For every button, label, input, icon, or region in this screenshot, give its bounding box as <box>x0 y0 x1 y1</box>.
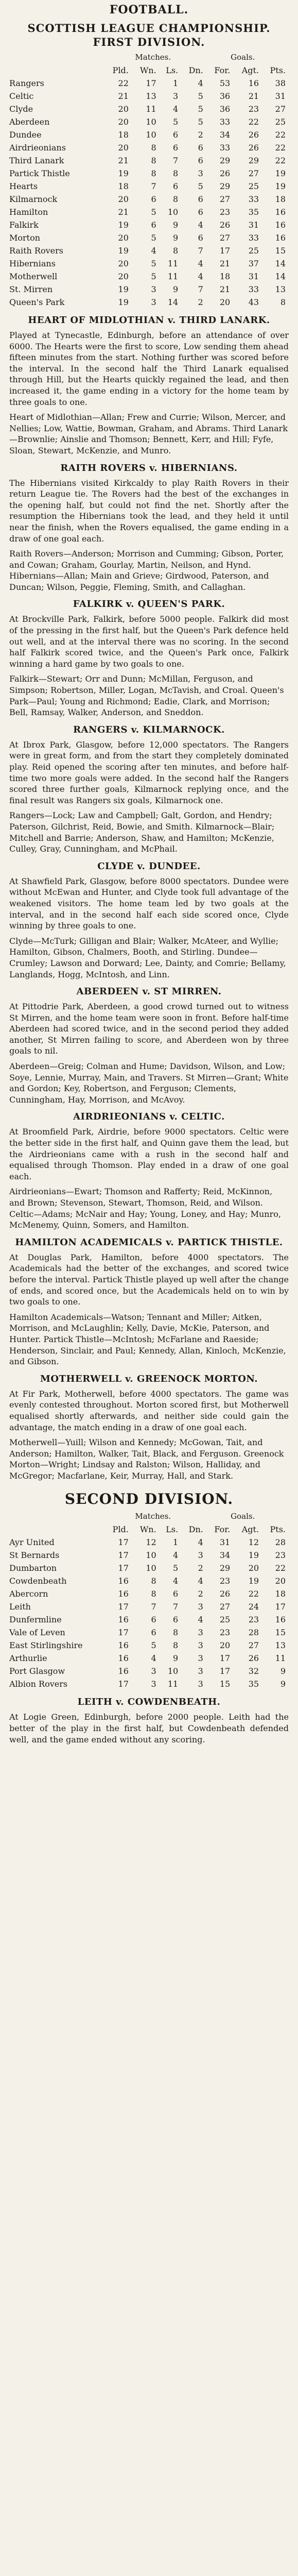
league-row <box>9 270 289 283</box>
stat-cell: 9 <box>280 1666 286 1676</box>
stat-cell: 21 <box>248 91 259 101</box>
league-row <box>9 1574 289 1587</box>
stat-cell: 53 <box>219 78 231 88</box>
stat-cell: 17 <box>275 1602 286 1612</box>
team-name: Rangers <box>9 78 44 88</box>
stat-cell: 26 <box>219 220 231 230</box>
stat-cell: 31 <box>248 272 259 281</box>
second-division-title: SECOND DIVISION. <box>64 1490 234 1508</box>
stat-cell: 8 <box>151 1589 156 1599</box>
stat-cell: 6 <box>151 1615 156 1625</box>
team-name: Raith Rovers <box>9 246 63 256</box>
team-name: St Bernards <box>9 1550 60 1561</box>
stat-cell: 22 <box>248 1589 259 1599</box>
stat-cell: 26 <box>248 1653 259 1664</box>
stat-cell: 3 <box>198 1602 203 1612</box>
stat-cell: 31 <box>219 1537 231 1548</box>
stat-cell: 4 <box>151 246 156 256</box>
stat-cell: 29 <box>219 1563 231 1573</box>
team-name: Abercorn <box>9 1589 48 1599</box>
stat-cell: 16 <box>275 233 286 243</box>
league-row <box>9 128 289 141</box>
stat-cell: 26 <box>219 168 231 178</box>
stat-cell: 9 <box>173 220 179 230</box>
team-name: Aberdeen <box>9 117 50 127</box>
stat-cell: 8 <box>173 246 179 256</box>
stat-cell: 28 <box>248 1628 259 1638</box>
league-row <box>9 77 289 90</box>
team-name: Airdrieonians <box>9 143 66 152</box>
stat-cell: 3 <box>198 1653 203 1664</box>
stat-cell: 27 <box>219 1602 231 1612</box>
stat-cell: 23 <box>219 1628 231 1638</box>
stat-cell: 21 <box>118 156 129 165</box>
stat-cell: 23 <box>219 207 231 217</box>
stat-cell: 23 <box>275 1550 286 1561</box>
first-division-table: Pld. Wn. Ls. Dn. For. Agt. Pts. Rangers 22 17 1 4 53 16 38 Celtic 21 13 3 5 36 21 31 Clyde 20 11 4 5 36 23 27 Aberdeen 20 10 5 5 33 22 25 Dundee 18 10 6 2 34 26 22 Airdrieonians 20 8 6 6 33 26 22 Third Lanark 21 8 7 6 29 29 22 Partick Thistle 19 8 8 3 26 27 19 Hearts 18 7 6 5 29 25 19 Kilmarnock 20 6 8 6 27 33 18 Hamilton 21 5 10 6 23 35 16 Falkirk 19 6 9 4 26 31 16 Morton 20 5 9 6 27 33 16 Raith Rovers 19 4 8 7 17 25 15 Hibernians 20 5 11 4 21 37 14 Motherwell 20 5 11 4 18 31 14 St. Mirren 19 3 9 7 21 33 13 Queen's Park 19 3 14 2 20 43 8 <box>9 64 289 309</box>
stat-cell: 16 <box>275 207 286 217</box>
competition-title: SCOTTISH LEAGUE CHAMPIONSHIP. <box>27 22 271 35</box>
stat-cell: 22 <box>118 78 129 88</box>
stat-cell: 22 <box>275 156 286 165</box>
stat-cell: 2 <box>198 1563 203 1573</box>
stat-cell: 25 <box>248 181 259 191</box>
stat-cell: 23 <box>248 104 259 114</box>
stat-cell: 23 <box>248 1615 259 1625</box>
stat-cell: 8 <box>173 194 179 204</box>
stat-cell: 33 <box>219 143 231 152</box>
stat-cell: 5 <box>151 1640 156 1651</box>
team-name: Albion Rovers <box>9 1679 68 1689</box>
league-row <box>9 1626 289 1639</box>
stat-cell: 18 <box>219 272 231 281</box>
stat-cell: 34 <box>219 1550 231 1561</box>
stat-cell: 6 <box>173 1589 179 1599</box>
league-row <box>9 296 289 309</box>
stat-cell: 4 <box>198 78 203 88</box>
stat-cell: 17 <box>118 1537 129 1548</box>
stat-cell: 16 <box>118 1666 129 1676</box>
team-name: Vale of Leven <box>9 1628 65 1638</box>
stat-cell: 32 <box>248 1666 259 1676</box>
stat-cell: 22 <box>275 143 286 152</box>
stat-cell: 6 <box>151 220 156 230</box>
stat-cell: 19 <box>275 181 286 191</box>
stat-cell: 9 <box>173 1653 179 1664</box>
league-row <box>9 1652 289 1665</box>
league-row <box>9 167 289 180</box>
league-row <box>9 1613 289 1626</box>
stat-cell: 14 <box>275 272 286 281</box>
stat-cell: 17 <box>219 246 231 256</box>
team-name: Third Lanark <box>9 156 64 165</box>
stat-cell: 5 <box>198 181 203 191</box>
stat-cell: 31 <box>248 220 259 230</box>
stat-cell: 26 <box>248 130 259 140</box>
stat-cell: 10 <box>146 117 156 127</box>
stat-cell: 18 <box>275 194 286 204</box>
report-falkirk-queens-park: FALKIRK v. QUEEN'S PARK. At Brockville Park, Falkirk, before 5000 people. Falkirk did most of the pressing in the first half, but the Queen's Park defence held out well, and at the interval there was no scoring. In the second half Falkirk scored twice, and the Queen's Park once, Falkirk winning a hard game by two goals to one. Falkirk—Stewart; Orr and Dunn; McMillan, Ferguson, and Simpson; Robertson, Miller, Logan, McTavish, and Croal. Queen's Park—Paul; Young and Richmond; Eadie, Clark, and Morrison; Bell, Ramsay, Walker, Anderson, and Sneddon. <box>9 599 289 718</box>
stat-cell: 12 <box>146 1537 156 1548</box>
league-row <box>9 206 289 218</box>
stat-cell: 27 <box>248 1640 259 1651</box>
stat-cell: 5 <box>151 233 156 243</box>
stat-cell: 2 <box>198 1589 203 1599</box>
stat-cell: 29 <box>248 156 259 165</box>
stat-cell: 1 <box>173 1537 179 1548</box>
stat-cell: 12 <box>248 1537 259 1548</box>
team-name: Hibernians <box>9 259 56 268</box>
league-row <box>9 244 289 257</box>
report-leith-cowdenbeath: LEITH v. COWDENBEATH. At Logie Green, Edinburgh, before 2000 people. Leith had the better of the play in the first half, but Cowdenbeath defended well, and the game ended without any scoring. <box>9 1697 289 1744</box>
team-name: East Stirlingshire <box>9 1640 83 1651</box>
stat-cell: 17 <box>146 78 156 88</box>
stat-cell: 7 <box>173 156 179 165</box>
league-row <box>9 141 289 154</box>
stat-cell: 31 <box>275 91 286 101</box>
stat-cell: 6 <box>198 194 203 204</box>
stat-cell: 4 <box>173 1576 179 1586</box>
goals-heading: Goals. <box>231 53 255 62</box>
stat-cell: 4 <box>198 259 203 268</box>
stat-cell: 33 <box>248 284 259 294</box>
stat-cell: 16 <box>248 78 259 88</box>
stat-cell: 6 <box>173 130 179 140</box>
report-raith-hibernians: RAITH ROVERS v. HIBERNIANS. The Hibernians visited Kirkcaldy to play Raith Rovers in their return League tie. The Rovers had the best of the exchanges in the opening half, but could not find the net. Shortly after the resumption the Hibernians took the lead, and they held it until near the finish, when the Rovers equalised, the game ending in a draw of one goal each. Raith Rovers—Anderson; Morrison and Cumming; Gibson, Porter, and Cowan; Graham, Gourlay, Martin, Neilson, and Hynd. Hibernians—Allan; Main and Grieve; Girdwood, Paterson, and Duncan; Wilson, Peggie, Fleming, Smith, and Callaghan. <box>9 462 289 592</box>
report-hearts-third-lanark: HEART OF MIDLOTHIAN v. THIRD LANARK. Played at Tynecastle, Edinburgh, before an attendance of over 6000. The Hearts were the first to score, Low sending them ahead fifteen minutes from the start. Nothing further was scored before the interval. In the second half the Third Lanark equalised through Hill, but the Hearts quickly regained the lead, and then increased it, the game ending in a victory for the home team by three goals to one. Heart of Midlothian—Allan; Frew and Currie; Wilson, Mercer, and Nellies; Low, Wattie, Bowman, Graham, and Abrams. Third Lanark—Brownlie; Ainslie and Thomson; Bennett, Kerr, and Hill; Fyfe, Sloan, Stewart, McKenzie, and Munro. <box>9 315 289 455</box>
team-name: Partick Thistle <box>9 168 70 178</box>
stat-cell: 7 <box>198 246 203 256</box>
stat-cell: 25 <box>219 1615 231 1625</box>
stat-cell: 7 <box>173 1602 179 1612</box>
stat-cell: 19 <box>248 1550 259 1561</box>
league-row <box>9 90 289 103</box>
masthead: FOOTBALL. <box>109 3 189 16</box>
league-row <box>9 1549 289 1562</box>
team-name: Queen's Park <box>9 297 65 307</box>
league-row <box>9 103 289 115</box>
stat-cell: 20 <box>118 104 129 114</box>
team-name: Cowdenbeath <box>9 1576 67 1586</box>
report-aberdeen-st-mirren: ABERDEEN v. ST MIRREN. At Pittodrie Park, Aberdeen, a good crowd turned out to witness St Mirren, and the home team were soon in front. Before half-time Aberdeen had scored twice, and in the second period they added another, St Mirren failing to score, and Aberdeen won by three goals to nil. Aberdeen—Greig; Colman and Hume; Davidson, Wilson, and Low; Soye, Lennie, Murray, Main, and Travers. St Mirren—Grant; White and Gordon; Key, Robertson, and Ferguson; Clements, Cunningham, Hay, Morrison, and McAvoy. <box>9 986 289 1105</box>
stat-cell: 35 <box>248 207 259 217</box>
stat-cell: 28 <box>275 1537 286 1548</box>
stat-cell: 7 <box>198 284 203 294</box>
stat-cell: 26 <box>219 1589 231 1599</box>
stat-cell: 22 <box>248 117 259 127</box>
stat-cell: 17 <box>118 1628 129 1638</box>
stat-cell: 25 <box>275 117 286 127</box>
stat-cell: 17 <box>118 1550 129 1561</box>
stat-cell: 3 <box>198 168 203 178</box>
report-motherwell-morton: MOTHERWELL v. GREENOCK MORTON. At Fir Park, Motherwell, before 4000 spectators. The game was evenly contested throughout. Morton scored first, but Motherwell equalised shortly afterwards, and neither side could gain the advantage, the match ending in a draw of one goal each. Motherwell—Yuill; Wilson and Kennedy; McGowan, Tait, and Anderson; Hamilton, Walker, Tait, Black, and Ferguson. Greenock Morton—Wright; Lindsay and Ralston; Wilson, Halliday, and McGregor; Macfarlane, Keir, Murray, Hall, and Stark. <box>9 1373 289 1481</box>
stat-cell: 3 <box>151 297 156 307</box>
stat-cell: 6 <box>198 156 203 165</box>
stat-cell: 16 <box>275 1615 286 1625</box>
stat-cell: 3 <box>198 1679 203 1689</box>
stat-cell: 19 <box>118 284 129 294</box>
stat-cell: 6 <box>173 143 179 152</box>
stat-cell: 6 <box>173 181 179 191</box>
stat-cell: 11 <box>146 104 156 114</box>
stat-cell: 20 <box>219 1640 231 1651</box>
stat-cell: 8 <box>280 297 286 307</box>
stat-cell: 3 <box>198 1628 203 1638</box>
stat-cell: 2 <box>198 130 203 140</box>
league-row <box>9 1665 289 1677</box>
stat-cell: 8 <box>173 1628 179 1638</box>
stat-cell: 6 <box>151 194 156 204</box>
report-clyde-dundee: CLYDE v. DUNDEE. At Shawfield Park, Glasgow, before 8000 spectators. Dundee were without McEwan and Hunter, and Clyde took full advantage of the weakened visitors. The home team led by two goals at the interval, and in the second half each side scored once, Clyde winning by three goals to one. Clyde—McTurk; Gilligan and Blair; Walker, McAteer, and Wyllie; Hamilton, Gibson, Chalmers, Booth, and Stirling. Dundee—Crumley; Lawson and Dorward; Lee, Dainty, and Comrie; Bellamy, Langlands, Hogg, McIntosh, and Linn. <box>9 860 289 979</box>
stat-cell: 36 <box>219 91 231 101</box>
stat-cell: 21 <box>118 207 129 217</box>
stat-cell: 20 <box>118 233 129 243</box>
stat-cell: 4 <box>151 1653 156 1664</box>
league-row <box>9 1600 289 1613</box>
stat-cell: 14 <box>167 297 179 307</box>
stat-cell: 27 <box>219 194 231 204</box>
stat-cell: 13 <box>275 284 286 294</box>
stat-cell: 16 <box>118 1589 129 1599</box>
stat-cell: 16 <box>118 1640 129 1651</box>
stat-cell: 33 <box>248 194 259 204</box>
stat-cell: 5 <box>151 272 156 281</box>
stat-cell: 3 <box>151 284 156 294</box>
stat-cell: 27 <box>275 104 286 114</box>
stat-cell: 5 <box>151 207 156 217</box>
stat-cell: 43 <box>248 297 259 307</box>
report-rangers-kilmarnock: RANGERS v. KILMARNOCK. At Ibrox Park, Glasgow, before 12,000 spectators. The Rangers were in great form, and from the start they completely dominated play. Reid opened the scoring after ten minutes, and before half-time two more goals were added. In the second half the Rangers scored three further goals, Kilmarnock replying once, and the final result was Rangers six goals, Kilmarnock one. Rangers—Lock; Law and Campbell; Galt, Gordon, and Hendry; Paterson, Gilchrist, Reid, Bowie, and Smith. Kilmarnock—Blair; Mitchell and Barrie; Anderson, Shaw, and Hamilton; McKenzie, Culley, Gray, Cunningham, and McPhail. <box>9 724 289 854</box>
stat-cell: 6 <box>198 207 203 217</box>
stat-cell: 6 <box>151 1628 156 1638</box>
stat-cell: 3 <box>173 91 179 101</box>
stat-cell: 18 <box>118 181 129 191</box>
stat-cell: 38 <box>275 78 286 88</box>
team-name: Hamilton <box>9 207 48 217</box>
second-division-table-header: Matches. Goals. <box>135 1512 255 1521</box>
stat-cell: 8 <box>173 1640 179 1651</box>
stat-cell: 4 <box>198 220 203 230</box>
team-name: Motherwell <box>9 272 58 281</box>
stat-cell: 9 <box>173 233 179 243</box>
stat-cell: 1 <box>173 78 179 88</box>
stat-cell: 3 <box>198 1666 203 1676</box>
stat-cell: 5 <box>151 259 156 268</box>
stat-cell: 22 <box>275 1563 286 1573</box>
stat-cell: 20 <box>275 1576 286 1586</box>
league-row <box>9 283 289 296</box>
stat-cell: 19 <box>275 168 286 178</box>
team-name: Leith <box>9 1602 31 1612</box>
stat-cell: 11 <box>167 259 179 268</box>
stat-cell: 8 <box>151 168 156 178</box>
team-name: Dumbarton <box>9 1563 57 1573</box>
stat-cell: 24 <box>248 1602 259 1612</box>
stat-cell: 16 <box>118 1615 129 1625</box>
stat-cell: 9 <box>173 284 179 294</box>
stat-cell: 20 <box>118 259 129 268</box>
stat-cell: 15 <box>219 1679 231 1689</box>
stat-cell: 5 <box>173 1563 179 1573</box>
stat-cell: 19 <box>118 220 129 230</box>
stat-cell: 4 <box>198 272 203 281</box>
stat-cell: 11 <box>167 1679 179 1689</box>
stat-cell: 20 <box>118 194 129 204</box>
stat-cell: 3 <box>151 1666 156 1676</box>
stat-cell: 33 <box>219 117 231 127</box>
league-row <box>9 115 289 128</box>
team-name: Dunfermline <box>9 1615 62 1625</box>
league-row <box>9 1677 289 1690</box>
stat-cell: 8 <box>151 143 156 152</box>
stat-cell: 34 <box>219 130 231 140</box>
stat-cell: 6 <box>198 143 203 152</box>
stat-cell: 4 <box>198 1576 203 1586</box>
stat-cell: 16 <box>118 1576 129 1586</box>
stat-cell: 5 <box>198 104 203 114</box>
stat-cell: 14 <box>275 259 286 268</box>
stat-cell: 17 <box>118 1602 129 1612</box>
stat-cell: 20 <box>219 297 231 307</box>
team-name: Dundee <box>9 130 42 140</box>
report-airdrieonians-celtic: AIRDRIEONIANS v. CELTIC. At Broomfield Park, Airdrie, before 9000 spectators. Celtic were the better side in the first half, and Quinn gave them the lead, but the Airdrieonians came with a rush in the second half and equalised through Thomson. Play ended in a draw of one goal each. Airdrieonians—Ewart; Thomson and Rafferty; Reid, McKinnon, and Brown; Stevenson, Stewart, Thomson, Reid, and Wilson. Celtic—Adams; McNair and Hay; Young, Loney, and Hay; Munro, McMenemy, Quinn, Somers, and Hamilton. <box>9 1111 289 1230</box>
team-name: St. Mirren <box>9 284 53 294</box>
stat-cell: 10 <box>167 207 179 217</box>
stat-cell: 19 <box>248 1576 259 1586</box>
stat-cell: 20 <box>248 1563 259 1573</box>
stat-cell: 37 <box>248 259 259 268</box>
stat-cell: 7 <box>151 1602 156 1612</box>
stat-cell: 2 <box>198 297 203 307</box>
stat-cell: 4 <box>198 1615 203 1625</box>
stat-cell: 21 <box>118 91 129 101</box>
league-row <box>9 1562 289 1574</box>
stat-cell: 15 <box>275 1628 286 1638</box>
stat-cell: 7 <box>151 181 156 191</box>
stat-cell: 20 <box>118 143 129 152</box>
stat-cell: 21 <box>219 259 231 268</box>
stat-cell: 22 <box>275 130 286 140</box>
stat-cell: 11 <box>275 1653 286 1664</box>
stat-cell: 17 <box>118 1679 129 1689</box>
stat-cell: 27 <box>248 168 259 178</box>
stat-cell: 10 <box>146 1550 156 1561</box>
second-division-table: Pld. Wn. Ls. Dn. For. Agt. Pts. Ayr United 17 12 1 4 31 12 28 St Bernards 17 10 4 3 34 19 23 Dumbarton 17 10 5 2 29 20 22 Cowdenbeath 16 8 4 4 23 19 20 Abercorn 16 8 6 2 26 22 18 Leith 17 7 7 3 27 24 17 Dunfermline 16 6 6 4 25 23 16 Vale of Leven 17 6 8 3 23 28 15 East Stirlingshire 16 5 8 3 20 27 13 Arthurlie 16 4 9 3 17 26 11 Port Glasgow 16 3 10 3 17 32 9 Albion Rovers 17 3 11 3 15 35 9 <box>9 1523 289 1690</box>
stat-cell: 33 <box>248 233 259 243</box>
stat-cell: 13 <box>146 91 156 101</box>
team-name: Morton <box>9 233 41 243</box>
team-name: Port Glasgow <box>9 1666 65 1676</box>
team-name: Falkirk <box>9 220 39 230</box>
stat-cell: 23 <box>219 1576 231 1586</box>
stat-cell: 8 <box>151 1576 156 1586</box>
stat-cell: 29 <box>219 181 231 191</box>
stat-cell: 17 <box>118 1563 129 1573</box>
league-row <box>9 218 289 231</box>
league-row <box>9 1587 289 1600</box>
stat-cell: 21 <box>219 284 231 294</box>
stat-cell: 4 <box>173 1550 179 1561</box>
league-row <box>9 180 289 193</box>
stat-cell: 20 <box>118 272 129 281</box>
stat-cell: 10 <box>146 130 156 140</box>
stat-cell: 6 <box>173 1615 179 1625</box>
team-name: Hearts <box>9 181 38 191</box>
stat-cell: 20 <box>118 117 129 127</box>
stat-cell: 17 <box>219 1653 231 1664</box>
stat-cell: 3 <box>198 1640 203 1651</box>
stat-cell: 35 <box>248 1679 259 1689</box>
report-hamilton-partick: HAMILTON ACADEMICALS v. PARTICK THISTLE. At Douglas Park, Hamilton, before 4000 spectators. The Academicals had the better of the exchanges, and scored twice before the interval. Partick Thistle played up well after the change of ends, and scored once, but the Academicals held on to win by two goals to one. Hamilton Academicals—Watson; Tennant and Miller; Aitken, Morrison, and McLaughlin; Kelly, Davie, McKie, Paterson, and Hunter. Partick Thistle—McIntosh; McFarlane and Raeside; Henderson, Sinclair, and Paul; Kennedy, Allan, Kinloch, McKenzie, and Gibson. <box>9 1236 289 1367</box>
stat-cell: 29 <box>219 156 231 165</box>
stat-cell: 8 <box>173 168 179 178</box>
stat-cell: 9 <box>280 1679 286 1689</box>
stat-cell: 27 <box>219 233 231 243</box>
stat-cell: 4 <box>198 1537 203 1548</box>
team-name: Ayr United <box>9 1537 55 1548</box>
team-name: Arthurlie <box>9 1653 47 1664</box>
stat-cell: 6 <box>198 233 203 243</box>
stat-cell: 25 <box>248 246 259 256</box>
stat-cell: 16 <box>118 1653 129 1664</box>
stat-cell: 19 <box>118 297 129 307</box>
division-title: FIRST DIVISION. <box>93 36 205 48</box>
team-name: Kilmarnock <box>9 194 58 204</box>
stat-cell: 16 <box>275 220 286 230</box>
stat-cell: 5 <box>198 91 203 101</box>
stat-cell: 3 <box>198 1550 203 1561</box>
stat-cell: 8 <box>151 156 156 165</box>
stat-cell: 10 <box>167 1666 179 1676</box>
stat-cell: 5 <box>173 117 179 127</box>
league-row <box>9 231 289 244</box>
stat-cell: 18 <box>275 1589 286 1599</box>
stat-cell: 13 <box>275 1640 286 1651</box>
stat-cell: 11 <box>167 272 179 281</box>
stat-cell: 17 <box>219 1666 231 1676</box>
team-name: Celtic <box>9 91 34 101</box>
stat-cell: 10 <box>146 1563 156 1573</box>
matches-heading: Matches. <box>135 53 171 62</box>
league-row <box>9 193 289 206</box>
stat-cell: 3 <box>151 1679 156 1689</box>
stat-cell: 19 <box>118 168 129 178</box>
league-row <box>9 1639 289 1652</box>
league-row <box>9 154 289 167</box>
team-name: Clyde <box>9 104 33 114</box>
league-table-header <box>10 53 288 62</box>
stat-cell: 18 <box>118 130 129 140</box>
stat-cell: 19 <box>118 246 129 256</box>
stat-cell: 15 <box>275 246 286 256</box>
stat-cell: 36 <box>219 104 231 114</box>
league-row <box>9 1536 289 1549</box>
stat-cell: 26 <box>248 143 259 152</box>
league-row <box>9 257 289 270</box>
stat-cell: 5 <box>198 117 203 127</box>
stat-cell: 4 <box>173 104 179 114</box>
